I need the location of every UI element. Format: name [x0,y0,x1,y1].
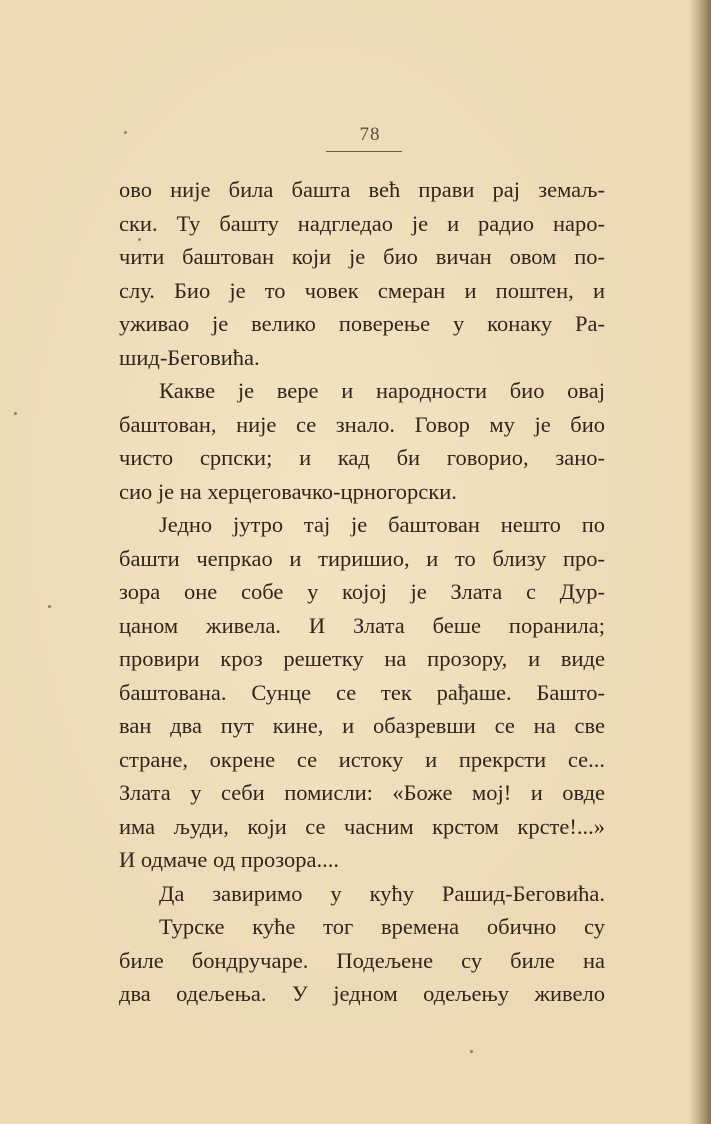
page-number: 78 [359,124,381,145]
page-edge-shadow [689,0,711,1124]
text-line: стране, окрене се истоку и прекрсти се... [119,746,605,772]
text-line: биле бондручаре. Подељене су биле на [119,947,605,973]
text-line: баштована. Сунце се тек рађаше. Башто- [119,679,605,705]
text-line: сио је на херцеговачко-црногорски. [119,478,457,504]
text-line: зора оне собе у којој је Злата с Дур- [119,579,605,604]
text-line: Какве је вере и народности био овај [159,378,605,403]
text-line: ван два пут кине, и обазревши се на све [119,713,605,738]
text-line: чисто српски; и кад би говорио, зано- [119,445,605,470]
text-line: Да завиримо у кућу Рашид-Беговића. [159,880,605,906]
text-line: башти чепркао и тиришио, и то близу про- [119,545,605,571]
text-line: два одељења. У једном одељењу живело [119,981,605,1006]
text-line: има људи, који се часним крстом крсте!...» [119,813,605,839]
text-line: Злата у себи помисли: «Боже мој! и овде [119,780,605,805]
paper-speck [48,605,51,608]
text-line: баштован, није се знало. Говор му је био [119,411,605,437]
text-line: ово није била башта већ прави рај земаљ- [119,177,605,202]
text-line: шид-Беговића. [119,344,260,370]
text-line: слу. Био је то човек смеран и поштен, и [119,277,605,303]
text-line: Једно јутро тај је баштован нешто по [159,512,605,537]
header-rule [326,151,402,152]
paper-speck [14,412,17,415]
text-line: Турске куће тог времена обично су [159,914,605,939]
text-line: цаном живела. И Злата беше поранила; [119,612,605,638]
paper-speck [470,1050,473,1053]
text-line: чити баштован који је био вичан овом по- [119,244,605,269]
text-line: провири кроз решетку на прозору, и виде [119,646,605,671]
text-line: ски. Ту башту надгледао је и радио наро- [119,210,605,236]
body-text [119,173,605,1011]
paper-speck [124,131,127,134]
text-line: И одмаче од прозора.... [119,847,339,872]
text-line: уживао је велико поверење у конаку Ра- [119,311,605,336]
